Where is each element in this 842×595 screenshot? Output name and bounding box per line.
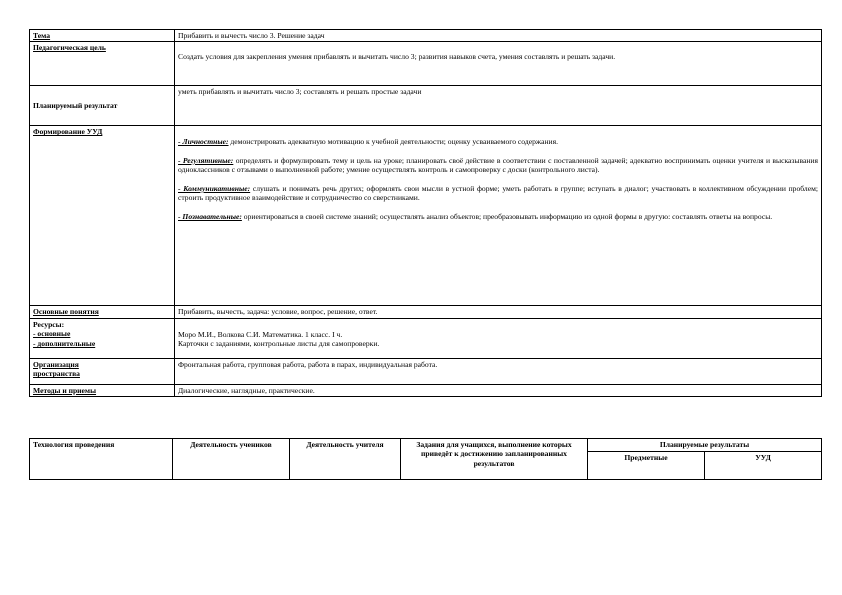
uud-text: ориентироваться в своей системе знаний; осуществлять анализ объектов; преобразовывать информацию из одной формы в другую: составлять ответы на вопросы. <box>241 211 773 221</box>
lesson-plan-header-table <box>29 438 822 480</box>
uud-item-cognitive <box>178 212 818 221</box>
space-label-2: пространства <box>33 369 80 379</box>
header-uud-results: УУД <box>705 452 822 480</box>
header-student-activity: Деятельность учеников <box>173 439 290 480</box>
row-ped-goal <box>30 42 822 86</box>
row-tema <box>30 30 822 42</box>
space-label-1: Организация <box>33 359 79 369</box>
value-space: Фронтальная работа, групповая работа, работа в парах, индивидуальная работа. <box>175 358 822 384</box>
resources-main: Моро М.И., Волкова С.И. Математика. 1 класс. I ч. <box>178 329 343 339</box>
uud-list <box>178 127 818 225</box>
value-ped-goal <box>175 42 822 86</box>
row-uud <box>30 126 822 306</box>
label-concepts: Основные понятия <box>30 306 175 318</box>
header-tasks: Задания для учащихся, выполнение которых приведёт к достижению запланированных результатов <box>401 439 588 480</box>
uud-text: определять и формулировать тему и цель на уроке; планировать своё действие в соответствии с поставленной задачей; адекватно воспринимать оценки учителя и высказывания одноклассников с отзывами о выполненной работе; умение осуществлять контроль и самопроверку с доски (контрольного листа). <box>178 155 818 175</box>
label-methods: Методы и приемы <box>30 384 175 396</box>
uud-head: - Коммуникативные: <box>178 183 251 193</box>
value-tema: Прибавить и вычесть число 3. Решение задач <box>175 30 822 42</box>
value-planned-result: уметь прибавлять и вычитать число 3; составлять и решать простые задачи <box>175 86 822 126</box>
value-uud <box>175 126 822 306</box>
row-planned-result <box>30 86 822 126</box>
label-resources <box>30 318 175 358</box>
uud-head: - Познавательные: <box>178 211 242 221</box>
header-teacher-activity: Деятельность учителя <box>290 439 401 480</box>
resources-main-label: - основные <box>33 329 71 339</box>
uud-head: - Личностные: <box>178 137 229 147</box>
row-space <box>30 358 822 384</box>
label-tema: Тема <box>30 30 175 42</box>
row-methods <box>30 384 822 396</box>
ped-goal-text: Создать условия для закрепления умения прибавлять и вычитать число 3; развития навыков счета, умения составлять и решать задачи. <box>178 52 616 62</box>
label-uud: Формирование УУД <box>30 126 175 306</box>
resources-extra-label: - дополнительные <box>33 338 96 348</box>
label-ped-goal: Педагогическая цель <box>30 42 175 86</box>
header-planned-results: Планируемые результаты <box>588 439 822 452</box>
lesson-info-table <box>29 29 822 397</box>
label-planned-result: Планируемый результат <box>30 86 175 126</box>
row-resources <box>30 318 822 358</box>
uud-head: - Регулятивные: <box>178 155 234 165</box>
resources-title: Ресурсы: <box>33 319 65 329</box>
row-concepts <box>30 306 822 318</box>
uud-text: демонстрировать адекватную мотивацию к учебной деятельности; оценку усваиваемого содержания. <box>228 137 559 147</box>
header-technology: Технология проведения <box>30 439 173 480</box>
header-subject-results: Предметные <box>588 452 705 480</box>
uud-item-personal <box>178 137 818 146</box>
uud-item-communicative <box>178 184 818 203</box>
uud-text: слушать и понимать речь других; оформлять свои мысли в устной форме; уметь работать в группе; вступать в диалог; участвовать в коллективном обсуждении проблем; строить продуктивное взаимодействие и сотрудничество со сверстниками. <box>178 183 818 203</box>
uud-item-regulatory <box>178 156 818 175</box>
label-space <box>30 358 175 384</box>
value-concepts: Прибавить, вычесть, задача: условие, вопрос, решение, ответ. <box>175 306 822 318</box>
resources-extra: Карточки с заданиями, контрольные листы для самопроверки. <box>178 339 380 349</box>
header-row-1 <box>30 439 822 452</box>
value-methods: Диалогические, наглядные, практические. <box>175 384 822 396</box>
value-resources <box>175 318 822 358</box>
